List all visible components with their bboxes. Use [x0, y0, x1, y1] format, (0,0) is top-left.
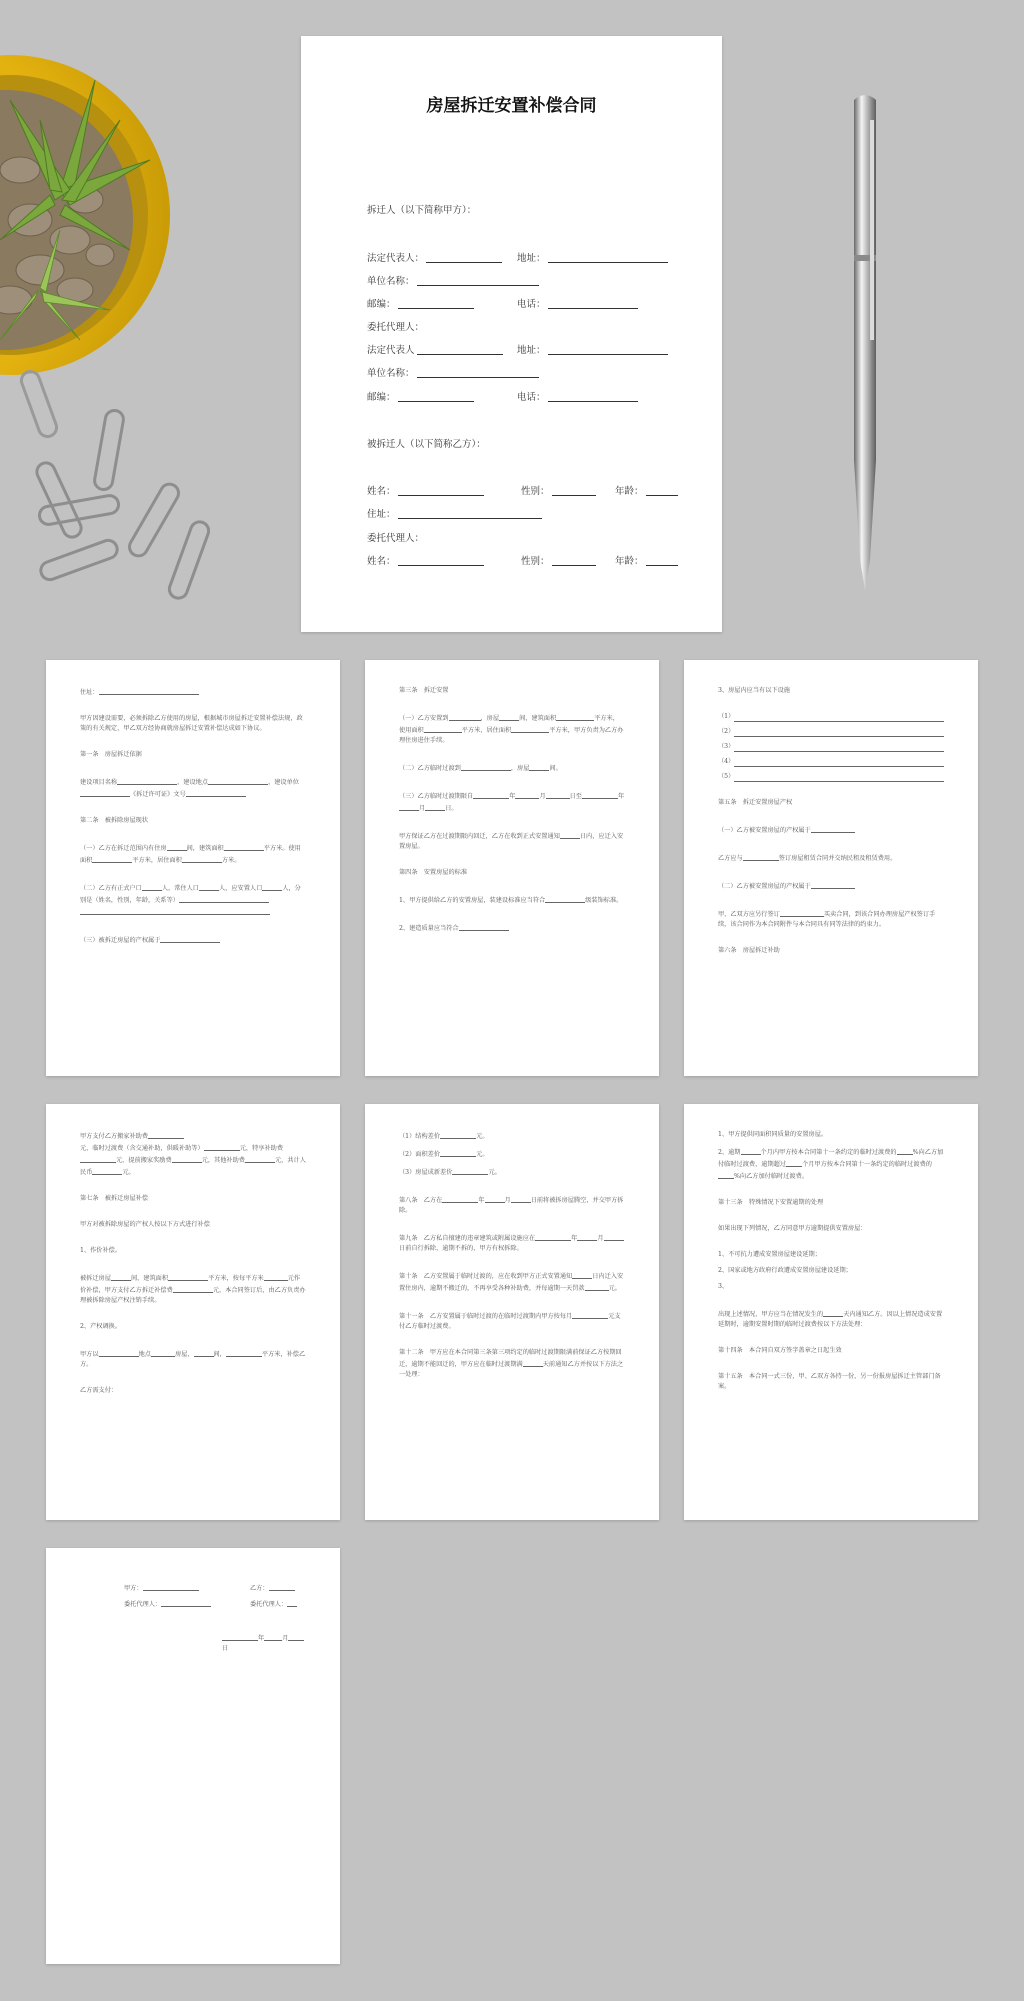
paperclips-image [20, 400, 210, 620]
age-field[interactable] [646, 485, 678, 496]
row-unit-name: 单位名称： [367, 273, 539, 287]
contract-page-3 [684, 660, 978, 1076]
row-name: 姓名： 性别： 年龄： [367, 483, 484, 497]
unit-name-field-2[interactable] [417, 367, 539, 378]
address-field-2[interactable] [548, 344, 668, 355]
p3-ownership-1: （一）乙方被安置房屋的产权属于 [718, 824, 944, 836]
legal-rep-field[interactable] [426, 252, 502, 263]
phone-field[interactable] [548, 298, 638, 309]
p5-article-8: 第八条 乙方在 年 月 日前将被拆房屋腾空，并交甲方拆除。 [399, 1194, 625, 1216]
p5-article-11: 第十一条 乙方安置属于临时过渡的在临时过渡期内甲方按每月 元支付乙方临时过渡费。 [399, 1310, 625, 1332]
sign-date: 年 月日 [222, 1632, 306, 1654]
p1-housing: （一）乙方在拆迁范围内有住房 间，建筑面积 平方米。使用面积 平方米，居住面积 方米。 [80, 842, 306, 866]
party-b-heading: 被拆迁人（以下简称乙方）： [367, 439, 486, 450]
p3-purchase: 甲、乙双方应另行签订 买卖合同，到该合同办理房屋产权签订手续，该合同作为本合同附件与本合同具有同等法律的约束力。 [718, 908, 944, 930]
unit-name-field[interactable] [417, 275, 539, 286]
p2-article-4: 第四条 安置房屋的标准 [399, 869, 468, 876]
p4-subsidy: 甲方支付乙方搬家补助费元，临时过渡费（含交通补助，供暖补助等） 元，特享补助费元，提前搬家奖励费 元，其他补助费 元，共计人民币 元。 [80, 1130, 306, 1178]
contract-page-4 [46, 1104, 340, 1520]
sign-agent-b: 委托代理人： [250, 1598, 297, 1610]
p6-notice: 出现上述情况，甲方应当在情况发生的 天内通知乙方。因以上情况造成安置延期时，逾期安置时期的临时过渡费按以下方法处理： [718, 1308, 944, 1330]
p6-article-14: 第十四条 本合同自双方签字盖章之日起生效 [718, 1347, 842, 1354]
p4-pay: 乙方需支付： [80, 1387, 118, 1394]
contract-page-6 [684, 1104, 978, 1520]
name-field-2[interactable] [398, 555, 484, 566]
p2-article-3: 第三条 拆迁安置 [399, 687, 449, 694]
sign-party-b: 乙方： [250, 1582, 295, 1594]
list-item: （3） [718, 742, 944, 752]
sign-agent-b-field[interactable] [287, 1598, 297, 1607]
party-a-heading: 拆迁人（以下简称甲方）： [367, 205, 477, 216]
row-legal-rep-2: 法定代表人 地址： [367, 342, 503, 356]
contract-cover-page [301, 36, 722, 632]
postcode-field-2[interactable] [398, 391, 474, 402]
row-agent-b: 委托代理人： [367, 533, 425, 544]
row-legal-rep: 法定代表人： 地址： [367, 250, 502, 264]
name-field[interactable] [398, 485, 484, 496]
signature-block [80, 1582, 306, 1652]
p3-lease: 乙方应与 签订房屋租赁合同并交纳民租及租赁费用。 [718, 852, 944, 864]
p1-residence: 住址： [80, 686, 306, 698]
contract-page-1 [46, 660, 340, 1076]
residence-field[interactable] [398, 508, 542, 519]
p2-guarantee: 甲方保证乙方在过渡期限内回迁，乙方在收到正式安置通知 日内，应迁入安置房屋。 [399, 830, 625, 852]
pen-image [840, 90, 890, 600]
p1-ownership: （三）被拆迁房屋的产权属于 [80, 934, 306, 946]
p4-price-comp: 1、作价补偿。 [80, 1247, 122, 1254]
p4-method: 甲方对被拆除房屋的产权人按以下方式进行补偿 [80, 1221, 210, 1228]
sign-agent-a-field[interactable] [161, 1598, 211, 1607]
p3-ownership-2: （二）乙方被安置房屋的产权属于 [718, 880, 944, 892]
age-field-2[interactable] [646, 555, 678, 566]
plant-pot-image [0, 40, 170, 440]
p4-swap: 2、产权调换。 [80, 1323, 122, 1330]
p4-price-detail: 被拆迁房屋 间，建筑面积 平方米，按每平方米 元作价补偿，甲方支付乙方拆迁补偿费 元，本合同签订后，由乙方负责办理被拆除房屋产权注销手续。 [80, 1272, 306, 1306]
p1-article-2: 第二条 被拆除房屋现状 [80, 817, 149, 824]
sign-party-a-field[interactable] [143, 1582, 199, 1591]
p5-article-9: 第九条 乙方私自擅建的违章建筑或附属设施应在 年 月日前自行拆除，逾期不拆的，甲方有权拆除。 [399, 1232, 625, 1254]
row-residence: 住址： [367, 506, 542, 520]
row-name-2: 姓名： 性别： 年龄： [367, 553, 484, 567]
p3-article-6: 第六条 房屋拆迁补助 [718, 947, 780, 954]
p5-article-10: 第十条 乙方安置属于临时过渡的，应在收到甲方正式安置通知 日内迁入安置住房内，逾期不搬迁的，不再享受各种补助费，并每逾期一天罚款 元。 [399, 1270, 625, 1294]
address-field[interactable] [548, 252, 668, 263]
row-agent: 委托代理人： [367, 322, 425, 333]
phone-field-2[interactable] [548, 391, 638, 402]
list-item: （5） [718, 772, 944, 782]
p6-article-13: 第十三条 特殊情况下安置逾期的处理 [718, 1199, 824, 1206]
p3-article-5: 第五条 拆迁安置房屋产权 [718, 799, 793, 806]
contract-page-5 [365, 1104, 659, 1520]
p6-option-2: 2、逾期 个月内甲方按本合同第十一条约定的临时过渡费的 %向乙方加付临时过渡费，逾期超过 个月甲方按本合同第十一条约定的临时过渡费的%向乙方加付临时过渡费。 [718, 1146, 944, 1182]
row-postcode: 邮编： 电话： [367, 296, 474, 310]
contract-page-7-signatures [46, 1548, 340, 1964]
list-item: （1） [718, 712, 944, 722]
p6-cond-2: 2、国家或地方政府行政遭成安置房屋建设延期； [718, 1267, 852, 1274]
list-item: （4） [718, 757, 944, 767]
sign-party-a: 甲方： [124, 1582, 199, 1594]
list-item: （2）面积差价 元。 [399, 1148, 625, 1160]
p2-resettle: （一）乙方安置到 ，房屋 间，建筑面积 平方米，使用面积 平方米，居住面积 平方米，甲方负责为乙方办理住房进住手续。 [399, 712, 625, 746]
p1-preamble: 甲方因建设需要，必须拆除乙方使用的房屋，根据城市房屋拆迁安置补偿法规，政策的有关规定，甲乙双方经协商就房屋拆迁安置补偿达成如下协议。 [80, 715, 303, 732]
sign-party-b-field[interactable] [269, 1582, 295, 1591]
p6-conditions: 如果出现下列情况，乙方同意甲方逾期提供安置房屋： [718, 1225, 867, 1232]
postcode-field[interactable] [398, 298, 474, 309]
p2-standard: 1、甲方提供给乙方的安置房屋，装建设标准应当符合 级装饰标准。 [399, 894, 625, 906]
p6-article-15: 第十五条 本合同一式三份，甲、乙双方各持一份，另一份报房屋拆迁主管部门备案。 [718, 1373, 941, 1390]
p4-article-7: 第七条 被拆迁房屋补偿 [80, 1195, 149, 1202]
gender-field-2[interactable] [552, 555, 596, 566]
list-item: （2） [718, 727, 944, 737]
gender-field[interactable] [552, 485, 596, 496]
p3-facility-list [718, 712, 944, 782]
page-title: 房屋拆迁安置补偿合同 [426, 96, 597, 116]
p5-article-12: 第十二条 甲方应在本合同第三条第三项约定的临时过渡期限满前保证乙方按期回迁，逾期不能回迁的，甲方应在临时过渡期满 天前通知乙方并按以下方法之一处理： [399, 1349, 624, 1378]
p2-quality: 2、建造质量应当符合 [399, 922, 625, 934]
p3-facilities: 3、房屋内应当有以下设施 [718, 687, 790, 694]
p2-transition: （二）乙方临时过渡到 ，房屋 间。 [399, 762, 625, 774]
p5-diff-list [399, 1130, 625, 1178]
p1-household: （二）乙方有正式户口 人，常住人口 人，应安置人口 人，分别是（姓名，性别，年龄，关系等） [80, 882, 306, 918]
row-postcode-2: 邮编： 电话： [367, 389, 474, 403]
row-unit-name-2: 单位名称： [367, 365, 539, 379]
p1-project: 建设项目名称 ，建设地点 ，建设单位《拆迁许可证》文号 [80, 776, 306, 800]
list-item: （3）房屋成新差价 元。 [399, 1166, 625, 1178]
p6-option-1: 1、甲方提供同面积同质量的安置房屋。 [718, 1131, 828, 1138]
legal-rep-field-2[interactable] [417, 344, 503, 355]
p4-swap-detail: 甲方以 地点 房屋， 间， 平方米，补偿乙方。 [80, 1348, 306, 1370]
sign-agent-a: 委托代理人： [124, 1598, 211, 1610]
p6-cond-1: 1、不可抗力遭成安置房屋建设延期； [718, 1251, 821, 1258]
p2-period: （三）乙方临时过渡期限自 年 月 日至 年月 日。 [399, 790, 625, 814]
p1-article-1: 第一条 房屋拆迁依据 [80, 751, 142, 758]
list-item: （1）结构差价 元。 [399, 1130, 625, 1142]
contract-page-2 [365, 660, 659, 1076]
p6-cond-3: 3、 [718, 1283, 729, 1290]
